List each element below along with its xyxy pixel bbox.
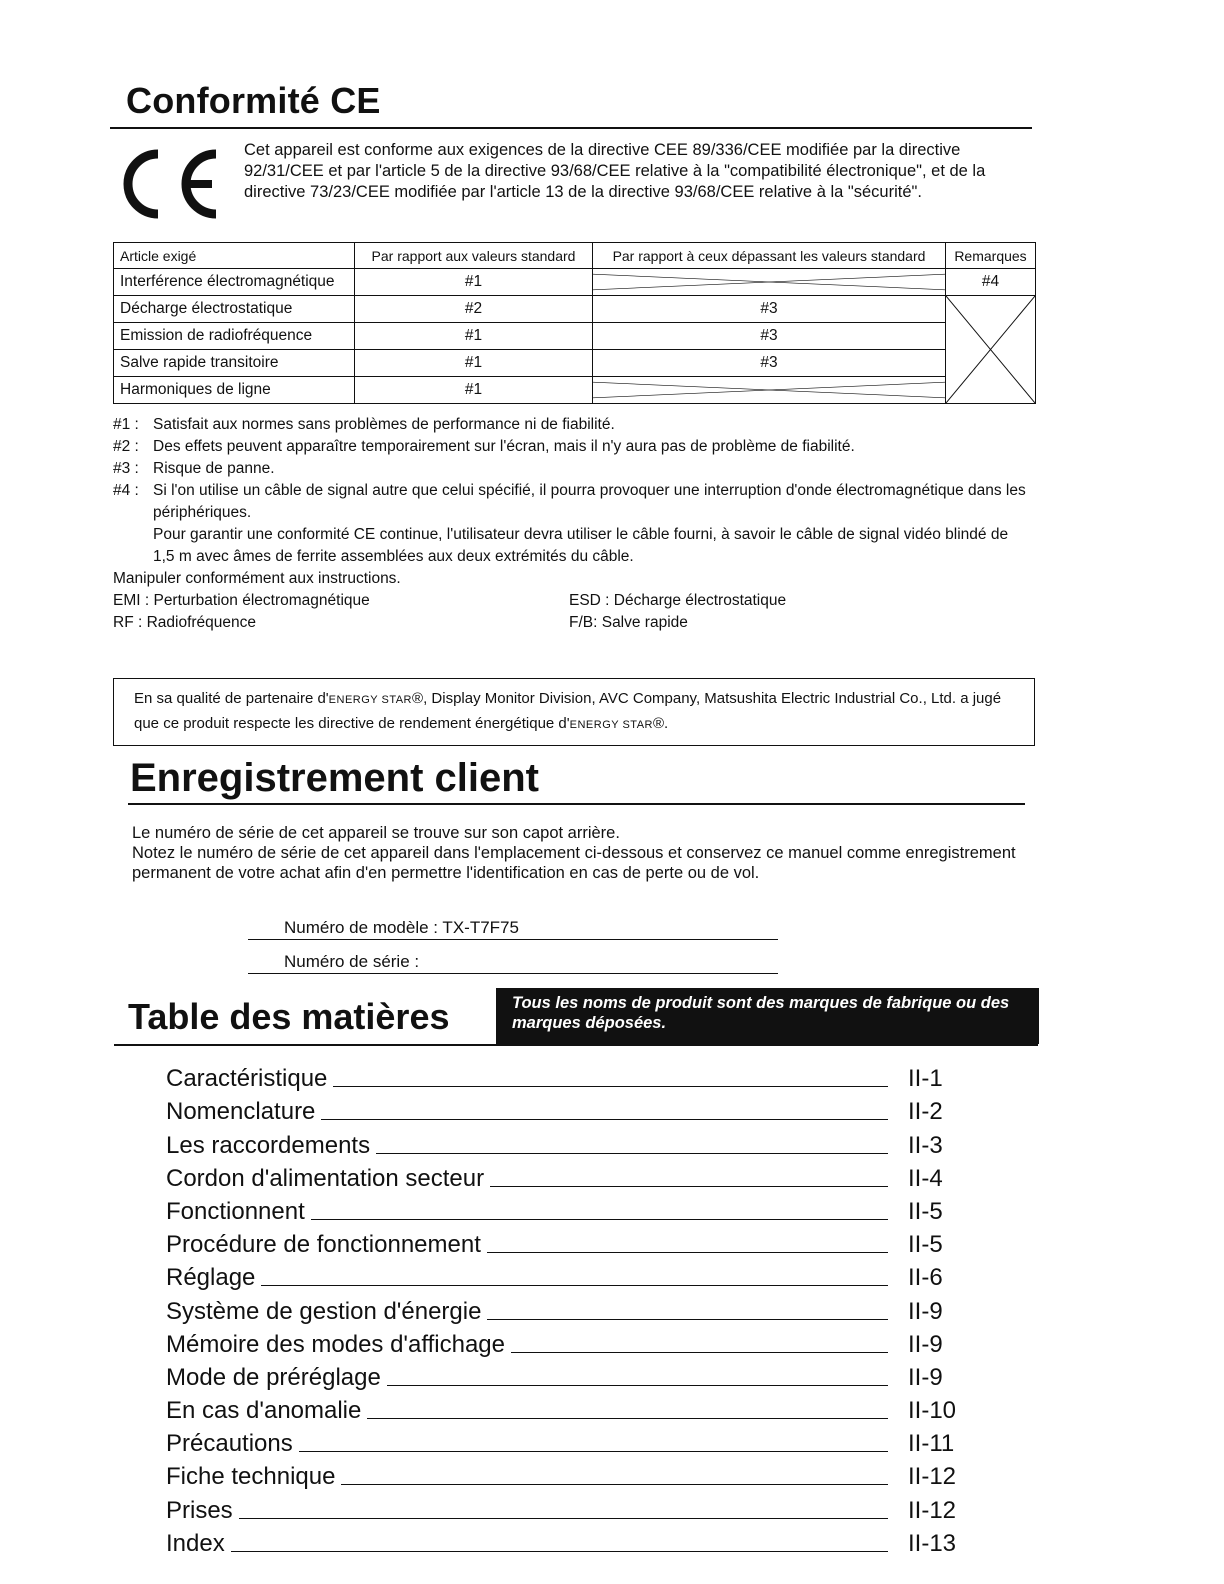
footnote-key: #3 : bbox=[113, 460, 139, 477]
toc-leader bbox=[299, 1451, 888, 1452]
toc-item[interactable] bbox=[166, 1259, 966, 1292]
toc-item-title: Réglage bbox=[166, 1264, 256, 1292]
table-row bbox=[114, 269, 1036, 296]
toc-item[interactable] bbox=[166, 1193, 966, 1226]
ce-requirements-table bbox=[113, 242, 1036, 404]
toc-item-page: II-4 bbox=[908, 1164, 943, 1192]
energy-text-1: En sa qualité de partenaire d' bbox=[134, 690, 329, 707]
toc-item-page: II-3 bbox=[908, 1131, 943, 1159]
table-row bbox=[114, 296, 1036, 323]
toc-leader bbox=[367, 1418, 888, 1419]
row-exceeding-na bbox=[593, 377, 946, 404]
toc-leader bbox=[487, 1319, 888, 1320]
toc-leader bbox=[487, 1252, 888, 1253]
footnote-text: Satisfait aux normes sans problèmes de performance ni de fiabilité. bbox=[153, 416, 615, 433]
toc-item-title: Nomenclature bbox=[166, 1098, 316, 1126]
row-standard: #1 bbox=[355, 269, 593, 296]
row-item: Harmoniques de ligne bbox=[114, 377, 355, 404]
table-row bbox=[114, 377, 1036, 404]
toc-item[interactable] bbox=[166, 1425, 966, 1458]
toc-leader bbox=[239, 1518, 888, 1519]
toc-item-title: Précautions bbox=[166, 1430, 293, 1458]
trademark-note: Tous les noms de produit sont des marques de fabrique ou des marques déposées. bbox=[496, 988, 1039, 1044]
row-exceeding-na bbox=[593, 269, 946, 296]
toc-item-page: II-12 bbox=[908, 1496, 957, 1524]
toc-item-page: II-9 bbox=[908, 1363, 943, 1391]
toc-item-page: II-10 bbox=[908, 1397, 957, 1425]
row-exceeding: #3 bbox=[593, 296, 946, 323]
footnote bbox=[113, 414, 1033, 436]
footnote-key: #1 : bbox=[113, 416, 139, 433]
energy-star-brand: ENERGY STAR bbox=[328, 694, 413, 706]
row-exceeding: #3 bbox=[593, 350, 946, 377]
toc-item-title: Fonctionnent bbox=[166, 1197, 305, 1225]
ce-mark-logo bbox=[118, 146, 228, 222]
toc-item-title: Mode de préréglage bbox=[166, 1363, 381, 1391]
title-underline bbox=[128, 803, 1025, 805]
toc-item[interactable] bbox=[166, 1160, 966, 1193]
toc-leader bbox=[311, 1219, 888, 1220]
toc-item-page: II-5 bbox=[908, 1231, 943, 1259]
toc-leader bbox=[490, 1186, 888, 1187]
footnote-key: #4 : bbox=[113, 482, 139, 499]
toc-item-page: II-9 bbox=[908, 1330, 943, 1358]
section-title-conformity: Conformité CE bbox=[126, 80, 381, 121]
section-title-registration: Enregistrement client bbox=[130, 756, 540, 800]
toc-leader bbox=[333, 1086, 888, 1087]
table-row bbox=[114, 323, 1036, 350]
registration-text bbox=[132, 823, 1032, 883]
na-cross-mark bbox=[593, 377, 945, 403]
row-exceeding: #3 bbox=[593, 323, 946, 350]
toc-item-page: II-13 bbox=[908, 1529, 957, 1557]
toc-item[interactable] bbox=[166, 1392, 966, 1425]
abbr-rf: RF : Radiofréquence bbox=[113, 614, 257, 631]
energy-text-3: ®. bbox=[652, 715, 669, 732]
toc-item[interactable] bbox=[166, 1458, 966, 1491]
col-header-exceeding: Par rapport à ceux dépassant les valeurs standard bbox=[593, 243, 946, 269]
toc-item-page: II-9 bbox=[908, 1297, 943, 1325]
footnote bbox=[113, 480, 1033, 524]
registration-text-2: Notez le numéro de série de cet appareil dans l'emplacement ci-dessous et conservez ce manuel comme enregistrement permanent de votre achat afin d'en permettre l'identification en cas de perte ou de vol. bbox=[132, 844, 1016, 882]
toc-item-title: Index bbox=[166, 1529, 225, 1557]
toc-item[interactable] bbox=[166, 1093, 966, 1126]
row-item: Interférence électromagnétique bbox=[114, 269, 355, 296]
table-header-row bbox=[114, 243, 1036, 269]
row-standard: #2 bbox=[355, 296, 593, 323]
abbreviation-row bbox=[113, 612, 1033, 634]
toc-item-title: Caractéristique bbox=[166, 1065, 328, 1093]
abbr-emi: EMI : Perturbation électromagnétique bbox=[113, 592, 370, 609]
toc-item-page: II-12 bbox=[908, 1463, 957, 1491]
toc-item-title: Mémoire des modes d'affichage bbox=[166, 1330, 505, 1358]
row-standard: #1 bbox=[355, 377, 593, 404]
toc-item[interactable] bbox=[166, 1060, 966, 1093]
energy-text-2: ®, Display Monitor Division, AVC Company, Matsushita Electric Industrial Co., Ltd. a jugé que ce produit respecte les directive de rendement énergétique d' bbox=[134, 690, 1002, 732]
serial-number-label: Numéro de série : bbox=[284, 952, 420, 971]
col-header-remarks: Remarques bbox=[946, 243, 1036, 269]
toc-item-page: II-6 bbox=[908, 1264, 943, 1292]
title-underline bbox=[110, 127, 1032, 129]
energy-star-brand: ENERGY STAR bbox=[569, 719, 653, 731]
row-item: Décharge électrostatique bbox=[114, 296, 355, 323]
col-header-standard: Par rapport aux valeurs standard bbox=[355, 243, 593, 269]
ce-intro-text: Cet appareil est conforme aux exigences de la directive CEE 89/336/CEE modifiée par la directive 92/31/CEE et par l'article 5 de la directive 93/68/CEE relative à la "compatibilité électronique", et de la directive 73/23/CEE modifiée par l'article 13 de la directive 93/68/CEE relative à la "sécurité". bbox=[244, 141, 986, 201]
toc-item[interactable] bbox=[166, 1359, 966, 1392]
na-cross-mark bbox=[593, 269, 945, 295]
toc-item-title: Procédure de fonctionnement bbox=[166, 1231, 481, 1259]
na-cross-mark bbox=[946, 296, 1035, 403]
toc-leader bbox=[376, 1153, 888, 1154]
toc-item-title: En cas d'anomalie bbox=[166, 1397, 362, 1425]
footnote-continuation bbox=[113, 524, 1033, 568]
toc-item-title: Système de gestion d'énergie bbox=[166, 1297, 482, 1325]
toc-item[interactable] bbox=[166, 1292, 966, 1325]
toc-item-page: II-2 bbox=[908, 1098, 943, 1126]
toc-item-title: Les raccordements bbox=[166, 1131, 371, 1159]
toc-item-title: Cordon d'alimentation secteur bbox=[166, 1164, 485, 1192]
footnote-text: Risque de panne. bbox=[153, 460, 275, 477]
toc-item-page: II-5 bbox=[908, 1197, 943, 1225]
toc-item[interactable] bbox=[166, 1326, 966, 1359]
footnote bbox=[113, 436, 1033, 458]
footnote-4-extra: Pour garantir une conformité CE continue, l'utilisateur devra utiliser le câble fourni, à savoir le câble de signal vidéo blindé de 1,5 m avec âmes de ferrite assemblées aux deux extrémités du câble. bbox=[153, 526, 1009, 565]
toc-item[interactable] bbox=[166, 1491, 966, 1524]
energy-star-notice bbox=[113, 678, 1035, 746]
row-item: Salve rapide transitoire bbox=[114, 350, 355, 377]
row-standard: #1 bbox=[355, 323, 593, 350]
toc-item[interactable] bbox=[166, 1525, 966, 1558]
toc-leader bbox=[321, 1119, 888, 1120]
abbr-esd: ESD : Décharge électrostatique bbox=[569, 592, 787, 609]
serial-number-field[interactable] bbox=[248, 952, 778, 974]
table-row bbox=[114, 350, 1036, 377]
footnote-key: #2 : bbox=[113, 438, 139, 455]
abbr-fb: F/B: Salve rapide bbox=[569, 614, 688, 631]
toc-item[interactable] bbox=[166, 1226, 966, 1259]
footnote bbox=[113, 458, 1033, 480]
footnote-text: Des effets peuvent apparaître temporairement sur l'écran, mais il n'y aura pas de problème de fiabilité. bbox=[153, 438, 855, 455]
toc-item-page: II-11 bbox=[908, 1430, 955, 1458]
toc-leader bbox=[261, 1285, 888, 1286]
row-standard: #1 bbox=[355, 350, 593, 377]
registration-text-1: Le numéro de série de cet appareil se trouve sur son capot arrière. bbox=[132, 824, 620, 842]
model-number-field bbox=[248, 918, 778, 940]
toc-leader bbox=[231, 1551, 888, 1552]
toc-item-title: Fiche technique bbox=[166, 1463, 336, 1491]
footnote-text: Si l'on utilise un câble de signal autre que celui spécifié, il pourra provoquer une interruption d'onde électromagnétique dans les périphériques. bbox=[153, 482, 1026, 521]
row-item: Emission de radiofréquence bbox=[114, 323, 355, 350]
toc-item-title: Prises bbox=[166, 1496, 233, 1524]
model-number-label: Numéro de modèle : TX-T7F75 bbox=[284, 918, 519, 937]
section-title-toc: Table des matières bbox=[128, 996, 450, 1037]
row-remarks: #4 bbox=[946, 269, 1036, 296]
col-header-item: Article exigé bbox=[114, 243, 355, 269]
toc-leader bbox=[387, 1385, 888, 1386]
toc-item-page: II-1 bbox=[908, 1065, 943, 1093]
toc-list bbox=[166, 1060, 966, 1558]
footnotes bbox=[113, 414, 1033, 634]
toc-leader bbox=[341, 1484, 888, 1485]
toc-leader bbox=[511, 1352, 888, 1353]
title-underline bbox=[114, 1044, 1038, 1046]
toc-item[interactable] bbox=[166, 1126, 966, 1159]
instructions-text: Manipuler conformément aux instructions. bbox=[113, 570, 401, 587]
abbreviation-row bbox=[113, 590, 1033, 612]
remarks-na bbox=[946, 296, 1036, 404]
